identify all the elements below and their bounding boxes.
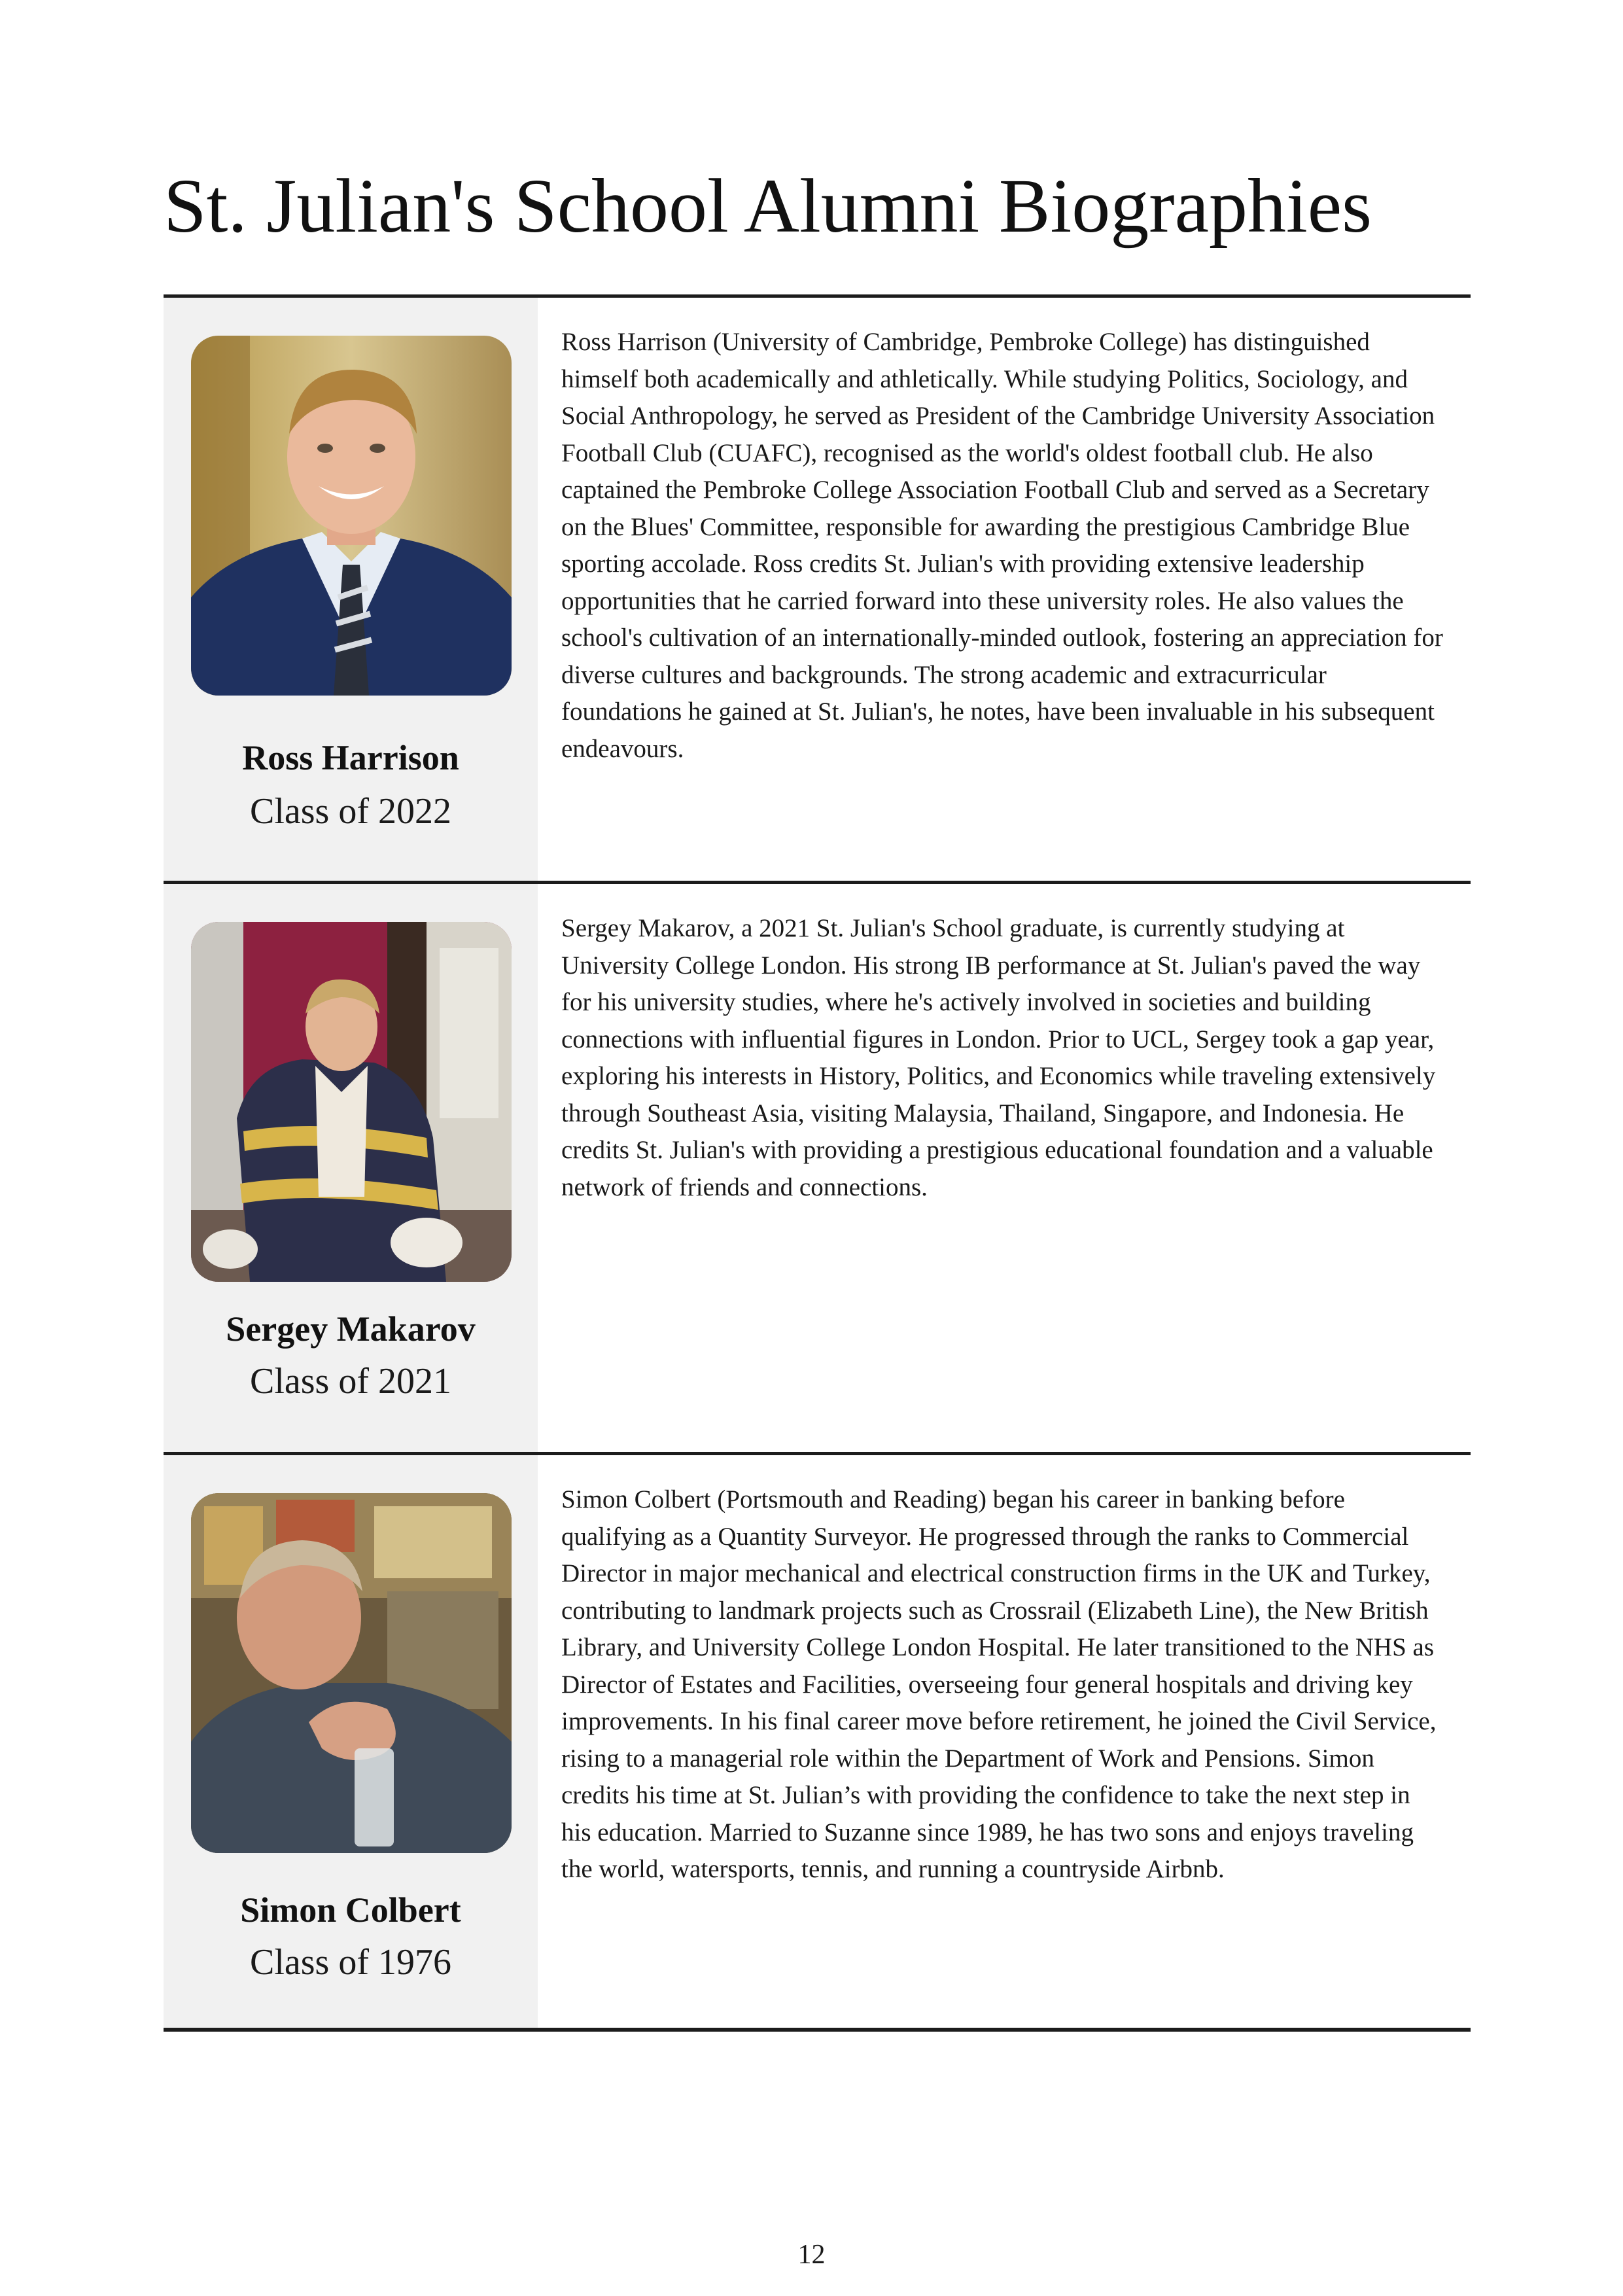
page-title: St. Julian's School Alumni Biographies	[164, 163, 1372, 249]
bio-text	[538, 298, 1471, 881]
bio-text	[538, 884, 1471, 1452]
alumni-name: Simon Colbert	[240, 1890, 461, 1930]
portrait-photo	[191, 1493, 512, 1853]
bio-entry-ross-harrison	[164, 294, 1471, 881]
bio-entry-sergey-makarov	[164, 881, 1471, 1452]
alumni-name: Sergey Makarov	[226, 1309, 476, 1349]
portrait-photo	[191, 922, 512, 1282]
bio-sidebar	[164, 884, 538, 1452]
bio-entry-simon-colbert	[164, 1452, 1471, 2032]
bio-text	[538, 1455, 1471, 2028]
bio-paragraph: Simon Colbert (Portsmouth and Reading) began his career in banking before qualifying as a Quantity Surveyor. He progressed through the ranks to Commercial Director in major mechanical and electrical construction firms in the UK and Turkey, contributing to landmark projects such as Crossrail (Elizabeth Line), the New British Library, and University College London Hospital. He later transitioned to the NHS as Director of Estates and Facilities, overseeing four general hospitals and driving key improvements. In his final career move before retirement, he joined the Civil Service, rising to a managerial role within the Department of Work and Pensions. Simon credits his time at St. Julian’s with providing the confidence to take the next step in his education. Married to Suzanne since 1989, he has two sons and enjoys traveling the world, watersports, tennis, and running a countryside Airbnb.	[561, 1485, 1437, 1883]
alumni-biographies	[164, 294, 1471, 2032]
portrait-photo	[191, 336, 512, 696]
alumni-class-year: Class of 2021	[250, 1361, 451, 1402]
alumni-name: Ross Harrison	[242, 738, 459, 777]
alumni-class-year: Class of 1976	[250, 1942, 451, 1983]
bio-sidebar	[164, 298, 538, 881]
bio-paragraph: Sergey Makarov, a 2021 St. Julian's School graduate, is currently studying at University College London. His strong IB performance at St. Julian's paved the way for his university studies, where he's actively involved in societies and building connections with influential figures in London. Prior to UCL, Sergey took a gap year, exploring his interests in History, Politics, and Economics while traveling extensively through Southeast Asia, visiting Malaysia, Thailand, Singapore, and Indonesia. He credits St. Julian's with providing a prestigious educational foundation and a valuable network of friends and connections.	[561, 914, 1436, 1201]
bio-paragraph: Ross Harrison (University of Cambridge, Pembroke College) has distinguished himself both academically and athletically. While studying Politics, Sociology, and Social Anthropology, he served as President of the Cambridge University Association Football Club (CUAFC), recognised as the world's oldest football club. He also captained the Pembroke College Association Football Club and served as a Secretary on the Blues' Committee, responsible for awarding the prestigious Cambridge Blue sporting accolade. Ross credits St. Julian's with providing extensive leadership opportunities that he carried forward into these university roles. He also values the school's cultivation of an internationally-minded outlook, fostering an appreciation for diverse cultures and backgrounds. The strong academic and extracurricular foundations he gained at St. Julian's, he notes, have been invaluable in his subsequent endeavours.	[561, 328, 1443, 763]
page-number: 12	[797, 2240, 826, 2270]
alumni-class-year: Class of 2022	[250, 791, 451, 832]
bio-sidebar	[164, 1455, 538, 2028]
